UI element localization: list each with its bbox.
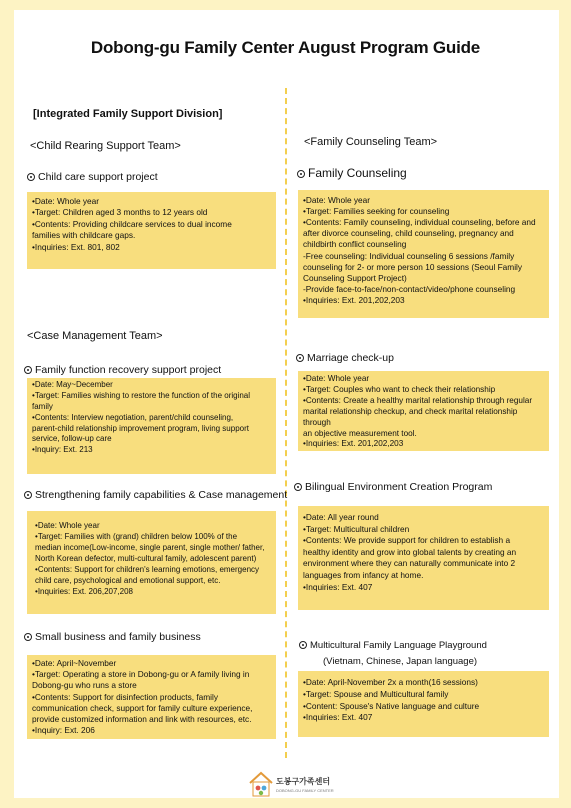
- team-heading-family-counseling: <Family Counseling Team>: [304, 136, 438, 148]
- list-item: Counseling Support Project): [303, 272, 407, 283]
- project-title-marriage-checkup: [296, 352, 394, 364]
- list-item: • Inquiry: Ext. 213: [32, 445, 271, 456]
- project-title-family-function: [24, 364, 221, 376]
- list-item: service, follow-up care: [32, 434, 112, 444]
- list-item: median income(Low-income, single parent, single mother/ father,: [35, 542, 265, 552]
- team-heading-case-management: <Case Management Team>: [27, 330, 163, 342]
- project-box-strengthening: [27, 511, 276, 614]
- page-title: Dobong-gu Family Center August Program Guide: [90, 38, 481, 57]
- team-heading-child-rearing: <Child Rearing Support Team>: [30, 140, 181, 152]
- project-title-text: Strengthening family capabilities & Case management: [35, 489, 288, 501]
- list-item: childbirth conflict counseling: [303, 239, 407, 250]
- project-title-small-business: [24, 631, 201, 643]
- list-item: counseling for 2- or more person 10 sessions (Seoul Family: [303, 261, 523, 272]
- project-title-language-playground: [299, 640, 487, 651]
- project-title-child-care: [27, 171, 158, 183]
- list-item: -Free counseling: Individual counseling 6 sessions /family: [303, 250, 515, 261]
- list-item: • Inquiry: Ext. 206: [32, 725, 271, 736]
- list-item: an objective measurement tool.: [303, 428, 417, 438]
- project-subtitle-language-playground: (Vietnam, Chinese, Japan language): [323, 656, 478, 667]
- list-item: • Date: Whole year: [303, 195, 544, 206]
- list-item: • Date: April~November: [32, 658, 271, 669]
- list-item: communication check, support for family culture experience,: [32, 702, 253, 713]
- project-title-bilingual: [294, 481, 492, 493]
- list-item: • Target: Children aged 3 months to 12 years old: [32, 207, 271, 218]
- list-item: healthy identity and grow into global talents by creating an: [303, 546, 517, 557]
- list-item: • Date: Whole year: [303, 374, 544, 385]
- circle-bullet-icon: [27, 173, 35, 181]
- logo-text: 도봉구가족센터: [276, 777, 331, 786]
- list-item: provide customized information and link with resources, etc.: [32, 713, 252, 724]
- list-item: • Inquiries: Ext. 201,202,203: [303, 439, 544, 450]
- list-item: • Inquiries: Ext. 407: [303, 582, 544, 594]
- project-box-language-playground: [298, 671, 549, 737]
- list-item: Dobong-gu who runs a store: [32, 680, 137, 691]
- list-item: • Contents: We provide support for children to establish a: [303, 535, 544, 547]
- project-box-marriage-checkup: [298, 371, 549, 451]
- division-heading: [Integrated Family Support Division]: [33, 108, 223, 120]
- project-title-family-counseling: [297, 166, 407, 180]
- list-item: • Date: April-November 2x a month(16 sessions): [303, 677, 544, 689]
- circle-bullet-icon: [24, 633, 32, 641]
- circle-bullet-icon: [299, 641, 307, 649]
- list-item: • Contents: Interview negotiation, parent/child counseling,: [32, 413, 271, 424]
- list-item: • Target: Families wishing to restore the function of the original: [32, 391, 271, 402]
- circle-bullet-icon: [24, 491, 32, 499]
- list-item: • Date: All year round: [303, 512, 544, 524]
- project-box-bilingual: [298, 506, 549, 610]
- list-item: • Inquiries: Ext. 801, 802: [32, 242, 271, 253]
- list-item: • Contents: Family counseling, individual counseling, before and: [303, 217, 544, 228]
- project-title-text: Multicultural Family Language Playground: [310, 640, 487, 651]
- list-item: • Target: Couples who want to check their relationship: [303, 385, 544, 396]
- project-title-text: Small business and family business: [35, 631, 201, 643]
- project-title-text: Bilingual Environment Creation Program: [305, 481, 493, 493]
- list-item: child care, psychological and emotional support, etc.: [35, 575, 221, 585]
- circle-bullet-icon: [24, 366, 32, 374]
- project-title-text: Child care support project: [38, 171, 158, 183]
- circle-bullet-icon: [296, 354, 304, 362]
- list-item: -Provide face-to-face/non-contact/video/phone counseling: [303, 283, 516, 294]
- list-item: • Inquiries: Ext. 201,202,203: [303, 295, 544, 306]
- list-item: environment where they can naturally communicate into 2: [303, 558, 516, 569]
- list-item: • Inquiries: Ext. 206,207,208: [35, 587, 271, 598]
- project-title-text: Family function recovery support project: [35, 364, 222, 376]
- list-item: • Inquiries: Ext. 407: [303, 712, 544, 724]
- list-item: • Contents: Support for disinfection products, family: [32, 692, 271, 703]
- list-item: North Korean defector, multi-cultural family, adolescent parent): [35, 553, 257, 563]
- list-item: languages from infancy at home.: [303, 570, 424, 581]
- list-item: • Target: Operating a store in Dobong-gu or A family living in: [32, 669, 271, 680]
- list-item: • Target: Families seeking for counseling: [303, 206, 544, 217]
- project-title-text: Family Counseling: [308, 166, 407, 180]
- project-title-strengthening: [24, 489, 287, 501]
- project-title-text: Marriage check-up: [307, 352, 394, 364]
- list-item: • Target: Spouse and Multicultural family: [303, 689, 544, 701]
- list-item: parent-child relationship improvement program, living support: [32, 423, 249, 433]
- project-box-small-business: [27, 655, 276, 739]
- list-item: families with childcare gaps.: [32, 230, 136, 241]
- list-item: • Date: May~December: [32, 380, 271, 391]
- list-item: • Date: Whole year: [35, 521, 271, 532]
- column-divider: [285, 88, 287, 758]
- list-item: • Contents: Create a healthy marital relationship through regular: [303, 396, 544, 407]
- list-item: • Contents: Support for children's learning emotions, emergency: [35, 565, 271, 576]
- list-item: • Date: Whole year: [32, 196, 271, 207]
- list-item: • Contents: Providing childcare services to dual income: [32, 219, 271, 230]
- list-item: • Target: Families with (grand) children below 100% of the: [35, 532, 271, 543]
- circle-bullet-icon: [297, 170, 305, 178]
- project-box-family-counseling: [298, 190, 549, 318]
- circle-bullet-icon: [294, 483, 302, 491]
- list-item: marital relationship checkup, and check marital relationship through: [303, 406, 518, 427]
- list-item: • Target: Multicultural children: [303, 524, 544, 536]
- project-box-family-function: [27, 378, 276, 474]
- logo-subtext: DOBONG-GU FAMILY CENTER: [276, 788, 334, 793]
- project-box-child-care: [27, 192, 276, 269]
- list-item: • Content: Spouse's Native language and culture: [303, 701, 544, 713]
- list-item: after divorce counseling, child counseling, pregnancy and: [303, 228, 514, 239]
- list-item: family: [32, 401, 53, 411]
